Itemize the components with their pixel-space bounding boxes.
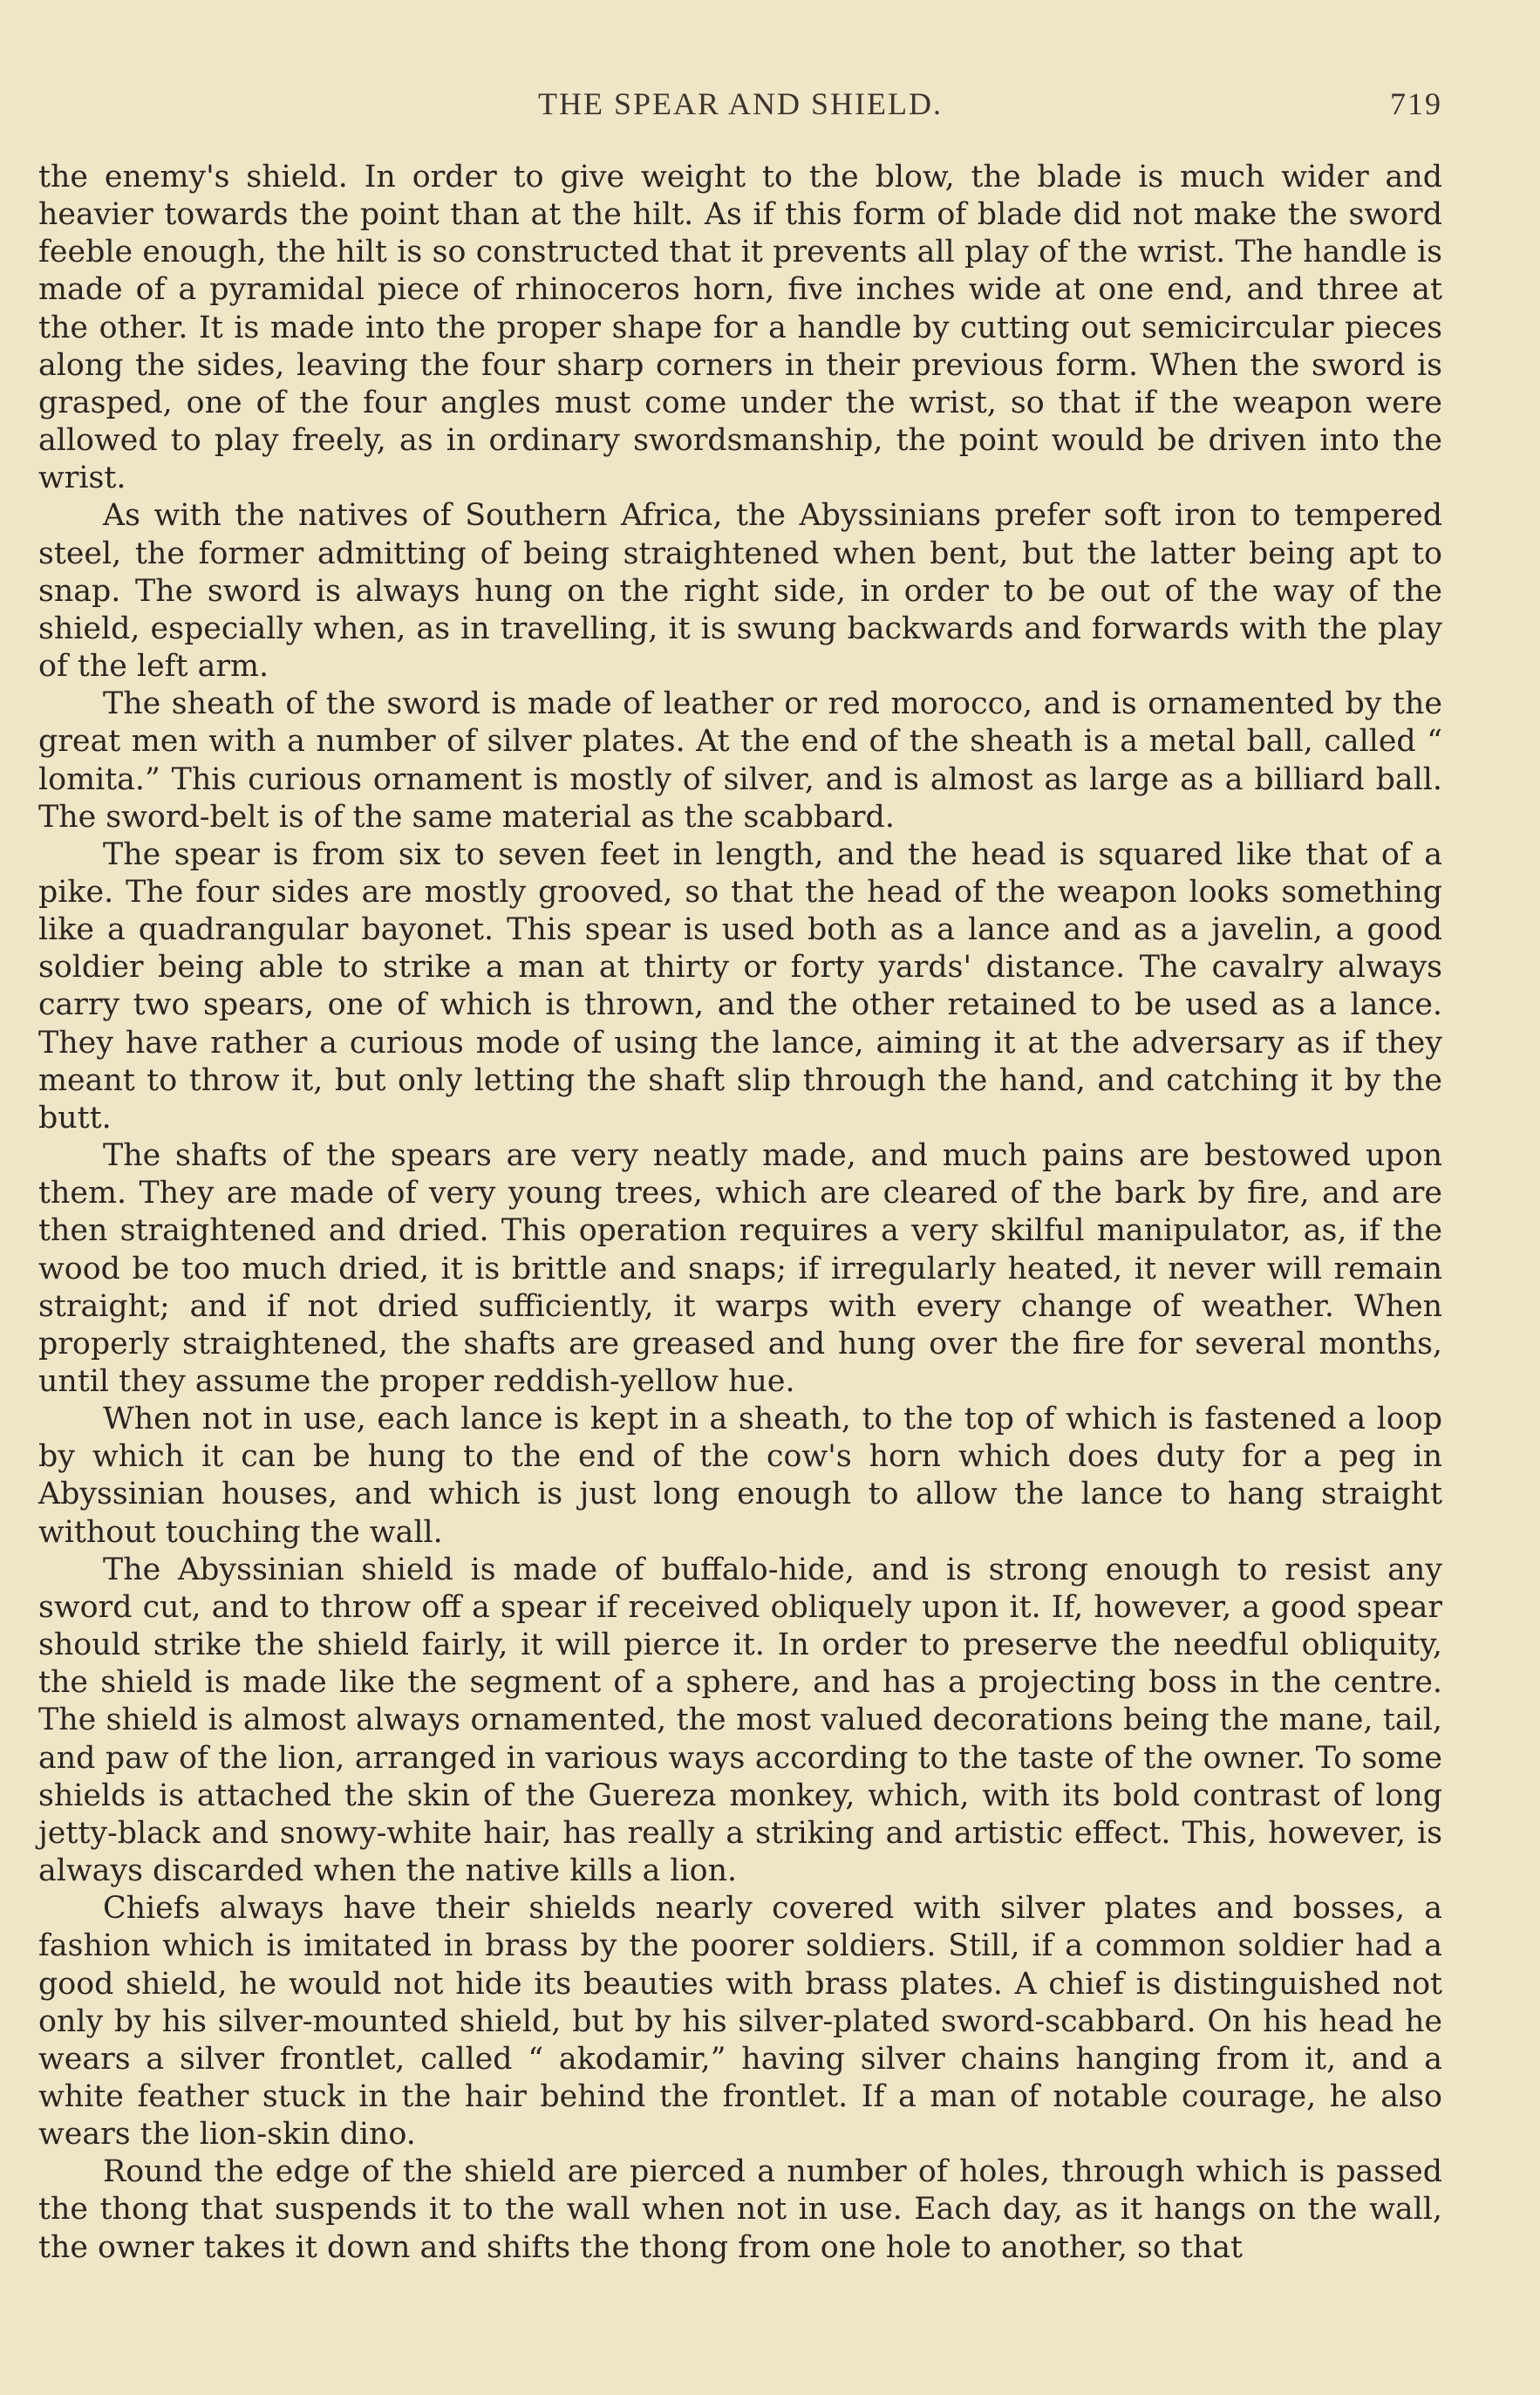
book-page (38, 78, 1442, 2364)
running-title: THE SPEAR AND SHIELD. (537, 86, 943, 121)
paragraph-spear-shafts: The shafts of the spears are very neatly made, and much pains are bestowed upon them. They are made of very young trees, which are cleared of the bark by fire, and are then straightened and dried. This operation requires a very skilful manipulator, as, if the wood be too much dried, it is brittle and snaps; if irregularly heated, it never will remain straight; and if not dried sufficiently, it warps with every change of weather. When properly straightened, the shafts are greased and hung over the fire for several months, until they assume the proper reddish-yellow hue. (38, 1138, 1442, 1399)
body-text (38, 159, 1442, 2267)
paragraph-lance-sheath: When not in use, each lance is kept in a sheath, to the top of which is fastened a loop by which it can be hung to the end of the cow's horn which does duty for a peg in Abyssinian houses, and which is just long enough to allow the lance to hang straight without touching the wall. (38, 1402, 1442, 1550)
paragraph-soft-iron: As with the natives of Southern Africa, the Abyssinians prefer soft iron to tempered steel, the former admitting of being straightened when bent, but the latter being apt to snap. The sword is always hung on the right side, in order to be out of the way of the shield, especially when, as in travelling, it is swung backwards and forwards with the play of the left arm. (38, 498, 1442, 685)
paragraph-sword-blade: the enemy's shield. In order to give weight to the blow, the blade is much wider and heavier towards the point than at the hilt. As if this form of blade did not make the sword feeble enough, the hilt is so constructed that it prevents all play of the wrist. The handle is made of a pyramidal piece of rhinoceros horn, five inches wide at one end, and three at the other. It is made into the proper shape for a handle by cutting out semicircular pieces along the sides, leaving the four sharp corners in their previous form. When the sword is grasped, one of the four angles must come under the wrist, so that if the weapon were allowed to play freely, as in ordinary swordsmanship, the point would be driven into the wrist. (38, 160, 1442, 496)
page-header (38, 78, 1442, 131)
page-number: 719 (1390, 86, 1442, 121)
paragraph-chiefs-shields: Chiefs always have their shields nearly covered with silver plates and bosses, a fashion which is imitated in brass by the poorer soldiers. Still, if a common soldier had a good shield, he would not hide its beauties with brass plates. A chief is distinguished not only by his silver-mounted shield, but by his silver-plated sword-scabbard. On his head he wears a silver frontlet, called “ akodamir,” having silver chains hanging from it, and a white feather stuck in the hair behind the frontlet. If a man of notable courage, he also wears the lion-skin dino. (38, 1891, 1442, 2153)
paragraph-shield-holes: Round the edge of the shield are pierced a number of holes, through which is passed the thong that suspends it to the wall when not in use. Each day, as it hangs on the wall, the owner takes it down and shifts the thong from one hole to another, so that (38, 2154, 1442, 2265)
paragraph-abyssinian-shield: The Abyssinian shield is made of buffalo-hide, and is strong enough to resist any sword cut, and to throw off a spear if received obliquely upon it. If, however, a good spear should strike the shield fairly, it will pierce it. In order to preserve the needful obliquity, the shield is made like the segment of a sphere, and has a projecting boss in the centre. The shield is almost always ornamented, the most valued decorations being the mane, tail, and paw of the lion, arranged in various ways according to the taste of the owner. To some shields is attached the skin of the Guereza monkey, which, with its bold contrast of long jetty-black and snowy-white hair, has really a striking and artistic effect. This, however, is always discarded when the native kills a lion. (38, 1552, 1442, 1889)
paragraph-sword-sheath: The sheath of the sword is made of leather or red morocco, and is ornamented by the great men with a number of silver plates. At the end of the sheath is a metal ball, called “ lomita.” This curious ornament is mostly of silver, and is almost as large as a billiard ball. The sword-belt is of the same material as the scabbard. (38, 686, 1442, 835)
paragraph-spear: The spear is from six to seven feet in length, and the head is squared like that of a pike. The four sides are mostly grooved, so that the head of the weapon looks something like a quadrangular bayonet. This spear is used both as a lance and as a javelin, a good soldier being able to strike a man at thirty or forty yards' distance. The cavalry always carry two spears, one of which is thrown, and the other retained to be used as a lance. They have rather a curious mode of using the lance, aiming it at the adversary as if they meant to throw it, but only letting the shaft slip through the hand, and catching it by the butt. (38, 836, 1442, 1136)
